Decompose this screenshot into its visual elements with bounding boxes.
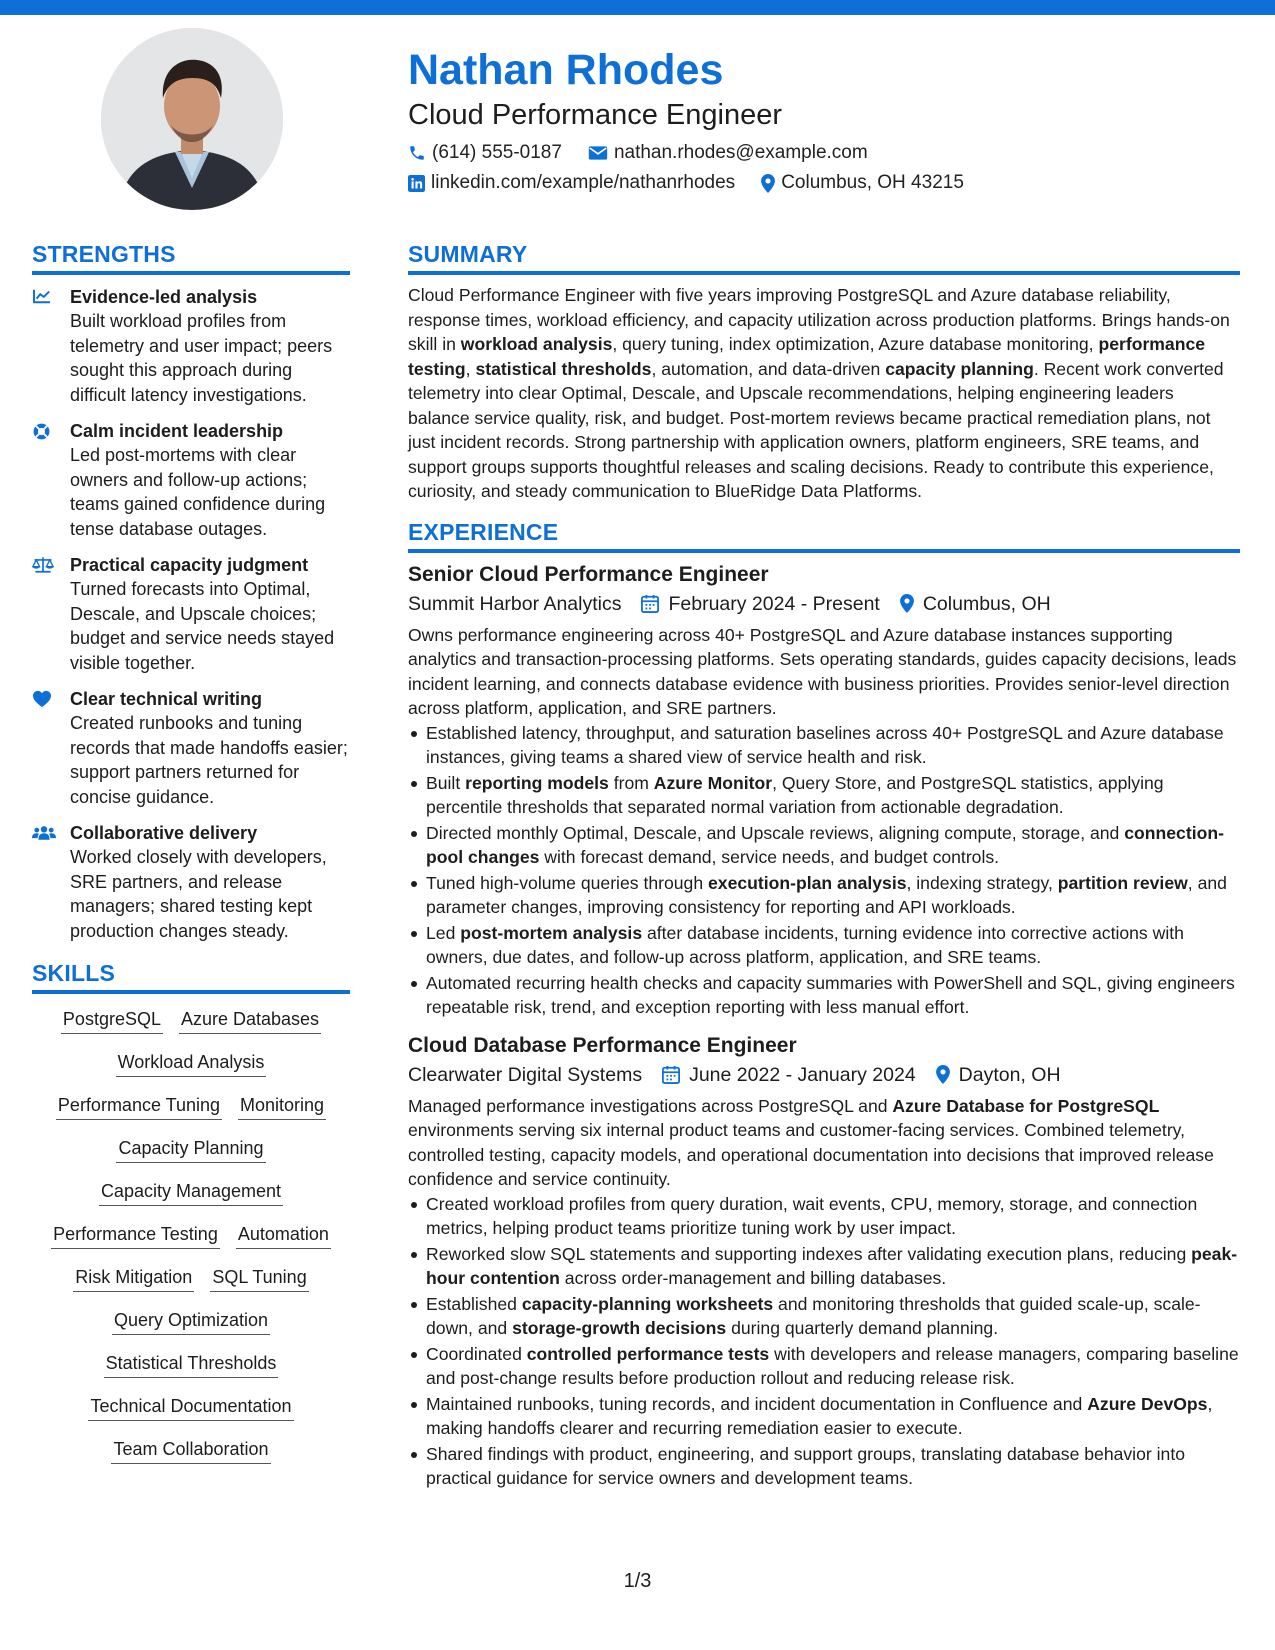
- scale-icon: [32, 556, 54, 574]
- strength-item: [32, 419, 350, 541]
- phone-icon: [408, 144, 426, 162]
- skill-tag: Azure Databases: [179, 1008, 321, 1034]
- text-run: , Query Store, and PostgreSQL statistics, applying percentile thresholds that separated normal variation from actionable degradation.: [426, 772, 1164, 817]
- bullet-item: [408, 921, 1240, 970]
- text-run: . Recent work converted telemetry into clear Optimal, Descale, and Upscale recommendations, helping engineering leaders balance service quality, risk, and budget. Post-mortem reviews became practical remediation plans, not just incident records. Strong partnership with application owners, platform engineers, SRE teams, and support groups supports thoughtful releases and scaling decisions. Ready to contribute this experience, curiosity, and steady communication to BlueRidge Data Platforms.: [408, 358, 1224, 501]
- text-run: , making handoffs clearer and recurring remediation easier to execute.: [426, 1393, 1213, 1438]
- job-description: Owns performance engineering across 40+ PostgreSQL and Azure database instances supporting analytics and transaction-processing platforms. Sets operating standards, guides capacity decisions, leads incident learning, and connects database evidence with business priorities. Provides senior-level direction across platform, application, and SRE partners.: [408, 624, 1237, 718]
- contact-location: [761, 172, 964, 194]
- bold-text: peak-hour contention: [426, 1243, 1238, 1288]
- job-title: Cloud Database Performance Engineer: [408, 1033, 797, 1057]
- text-run: Coordinated: [426, 1343, 527, 1364]
- strength-item: [32, 553, 350, 675]
- text-run: across order-management and billing databases.: [559, 1268, 947, 1288]
- skills-section: [32, 959, 350, 1481]
- bold-text: controlled performance tests: [526, 1343, 770, 1364]
- bold-text: performance testing: [408, 334, 1206, 379]
- bold-text: Azure Monitor: [653, 772, 773, 793]
- right-column: [408, 240, 1240, 1492]
- bold-text: capacity planning: [885, 358, 1034, 379]
- job-description: [408, 1094, 1240, 1192]
- text-run: Automated recurring health checks and capacity summaries with PowerShell and SQL, giving engineers repeatable risk, trend, and exception reporting with less manual effort.: [426, 972, 1235, 1017]
- bullet-item: [408, 721, 1240, 770]
- calendar-icon: [662, 1065, 680, 1084]
- text-run: with forecast demand, service needs, and budget controls.: [539, 847, 1000, 867]
- bold-text: statistical thresholds: [475, 358, 652, 379]
- text-run: Tuned high-volume queries through: [426, 872, 708, 893]
- strength-title: Clear technical writing: [70, 689, 263, 709]
- contact-phone[interactable]: [408, 142, 562, 164]
- job-dates: [662, 1062, 916, 1088]
- contact-row-1: [408, 142, 1228, 164]
- skill-tag: Performance Testing: [51, 1223, 220, 1249]
- bold-text: execution-plan analysis: [708, 872, 907, 893]
- job-dates: [641, 591, 879, 617]
- lifebuoy-icon: [32, 422, 51, 441]
- skill-tag: Capacity Management: [99, 1180, 283, 1206]
- heart-icon: [32, 690, 52, 708]
- strength-item: [32, 285, 350, 407]
- skill-tag: Query Optimization: [112, 1309, 270, 1335]
- map-pin-icon: [936, 1065, 950, 1084]
- candidate-name: Nathan Rhodes: [408, 46, 724, 94]
- job-entry: [408, 561, 1240, 1020]
- bold-text: Azure DevOps: [1087, 1393, 1208, 1414]
- job-meta: [408, 1062, 1240, 1088]
- bold-text: partition review: [1057, 872, 1188, 893]
- job-bullets: [408, 721, 1240, 1020]
- skill-tag: SQL Tuning: [210, 1266, 308, 1292]
- strength-title: Practical capacity judgment: [70, 555, 309, 575]
- location-text: Columbus, OH: [922, 592, 1051, 615]
- contact-email[interactable]: [588, 142, 868, 164]
- top-accent-bar: [0, 0, 1275, 15]
- profile-photo: [101, 28, 283, 210]
- skill-tag: Performance Tuning: [56, 1094, 222, 1120]
- dates-text: June 2022 - January 2024: [689, 1063, 916, 1086]
- skill-tag: Risk Mitigation: [73, 1266, 194, 1292]
- company-text: Summit Harbor Analytics: [408, 592, 622, 615]
- skill-tag: Workload Analysis: [116, 1051, 267, 1077]
- strengths-heading: STRENGTHS: [32, 240, 350, 275]
- text-run: , automation, and data-driven: [651, 358, 886, 379]
- trend-chart-icon: [32, 288, 52, 304]
- strength-description: Led post-mortems with clear owners and follow-up actions; teams gained confidence during tense database outages.: [70, 445, 326, 539]
- bullet-item: [408, 1242, 1240, 1291]
- text-run: Led: [426, 922, 461, 943]
- bold-text: reporting models: [465, 772, 609, 793]
- bold-text: workload analysis: [460, 334, 613, 354]
- email-icon: [588, 145, 608, 161]
- resume-header: [408, 44, 1228, 194]
- text-run: Maintained runbooks, tuning records, and incident documentation in Confluence and: [426, 1393, 1088, 1414]
- text-run: and monitoring thresholds that guided scale-up, scale-down, and: [426, 1293, 1201, 1338]
- text-run: from: [608, 772, 654, 793]
- skill-tag: Team Collaboration: [111, 1438, 270, 1464]
- left-column: [32, 240, 350, 1481]
- linkedin-icon: [408, 175, 425, 192]
- text-run: ,: [465, 358, 476, 379]
- strength-description: Built workload profiles from telemetry and user impact; peers sought this approach during difficult latency investigations.: [70, 311, 333, 405]
- text-run: Directed monthly Optimal, Descale, and Upscale reviews, aligning compute, storage, and: [426, 822, 1125, 843]
- text-run: Reworked slow SQL statements and supporting indexes after validating execution plans, reducing: [426, 1243, 1192, 1264]
- text-run: Managed performance investigations across PostgreSQL and: [408, 1095, 893, 1116]
- bullet-item: [408, 821, 1240, 870]
- text-run: with developers and release managers, comparing baseline and post-change results before production rollout and reducing release risk.: [426, 1343, 1239, 1388]
- profile-portrait-image: [101, 28, 283, 210]
- text-run: environments serving six internal product teams and customer-facing services. Combined telemetry, controlled testing, capacity models, and operational documentation into decisions that improved release confidence and service continuity.: [408, 1120, 1214, 1189]
- bold-text: capacity-planning worksheets: [521, 1293, 774, 1314]
- location-text: Columbus, OH 43215: [781, 172, 964, 193]
- skill-tag: PostgreSQL: [61, 1008, 163, 1034]
- linkedin-text: linkedin.com/example/nathanrhodes: [431, 172, 736, 193]
- phone-text: (614) 555-0187: [432, 142, 562, 163]
- bullet-item: [408, 1392, 1240, 1441]
- summary-heading: SUMMARY: [408, 240, 1240, 275]
- bullet-item: [408, 1342, 1240, 1391]
- strength-item: [32, 821, 350, 943]
- users-icon: [32, 824, 56, 841]
- calendar-icon: [641, 594, 659, 613]
- map-pin-icon: [900, 594, 914, 613]
- map-pin-icon: [761, 174, 775, 193]
- text-run: , and parameter changes, improving consistency for reporting and API workloads.: [426, 872, 1227, 917]
- strength-title: Evidence-led analysis: [70, 287, 258, 307]
- strengths-list: [32, 285, 350, 943]
- text-run: Established latency, throughput, and saturation baselines across 40+ PostgreSQL and Azure database instances, giving teams a shared view of service health and risk.: [426, 722, 1224, 767]
- text-run: , indexing strategy,: [906, 872, 1058, 893]
- bullet-item: [408, 1442, 1240, 1491]
- job-location: [900, 591, 1051, 617]
- job-meta: [408, 591, 1240, 617]
- strength-title: Collaborative delivery: [70, 823, 258, 843]
- bold-text: post-mortem analysis: [460, 922, 643, 943]
- skills-list: [32, 1008, 350, 1481]
- bold-text: storage-growth decisions: [512, 1318, 727, 1338]
- summary-text: [408, 283, 1240, 504]
- bullet-item: [408, 1192, 1240, 1241]
- text-run: Built: [426, 772, 466, 793]
- bullet-item: [408, 1292, 1240, 1341]
- experience-section: [408, 518, 1240, 1491]
- page-number: 1/3: [623, 1570, 652, 1592]
- text-run: Established: [426, 1293, 522, 1314]
- bullet-item: [408, 971, 1240, 1020]
- skill-tag: Capacity Planning: [116, 1137, 265, 1163]
- text-run: , query tuning, index optimization, Azure database monitoring,: [612, 334, 1099, 354]
- job-title: Senior Cloud Performance Engineer: [408, 562, 769, 586]
- experience-heading: EXPERIENCE: [408, 518, 1240, 553]
- job-bullets: [408, 1192, 1240, 1491]
- email-text: nathan.rhodes@example.com: [613, 142, 868, 163]
- contact-linkedin[interactable]: [408, 172, 735, 194]
- job-entry: [408, 1032, 1240, 1491]
- dates-text: February 2024 - Present: [668, 592, 880, 615]
- job-company: [408, 1062, 642, 1088]
- skills-heading: SKILLS: [32, 959, 350, 994]
- strength-title: Calm incident leadership: [70, 421, 284, 441]
- job-location: [936, 1062, 1061, 1088]
- skill-tag: Technical Documentation: [88, 1395, 293, 1421]
- contact-row-2: [408, 172, 1228, 194]
- job-company: [408, 591, 621, 617]
- bold-text: connection-pool changes: [426, 822, 1224, 867]
- skill-tag: Automation: [236, 1223, 331, 1249]
- text-run: Created workload profiles from query duration, wait events, CPU, memory, storage, and connection metrics, helping product teams prioritize tuning work by user impact.: [426, 1193, 1198, 1238]
- strength-description: Worked closely with developers, SRE partners, and release managers; shared testing kept production changes steady.: [70, 847, 327, 941]
- text-run: during quarterly demand planning.: [726, 1318, 999, 1338]
- candidate-title: Cloud Performance Engineer: [408, 99, 782, 131]
- bold-text: Azure Database for PostgreSQL: [892, 1095, 1160, 1116]
- company-text: Clearwater Digital Systems: [408, 1063, 643, 1086]
- location-text: Dayton, OH: [958, 1063, 1061, 1086]
- strength-description: Turned forecasts into Optimal, Descale, and Upscale choices; budget and service needs stayed visible together.: [70, 579, 335, 673]
- text-run: Shared findings with product, engineering, and support groups, translating database behavior into practical guidance for service owners and development teams.: [426, 1443, 1185, 1488]
- skill-tag: Monitoring: [238, 1094, 326, 1120]
- strength-description: Created runbooks and tuning records that made handoffs easier; support partners returned for concise guidance.: [70, 713, 348, 807]
- skill-tag: Statistical Thresholds: [104, 1352, 279, 1378]
- text-run: Cloud Performance Engineer with five years improving PostgreSQL and Azure database reliability, response times, workload efficiency, and capacity utilization across production platforms. Brings hands-on skill in: [408, 285, 1230, 354]
- bullet-item: [408, 871, 1240, 920]
- strength-item: [32, 687, 350, 809]
- text-run: after database incidents, turning evidence into corrective actions with owners, due dates, and follow-up across platform, application, and SRE teams.: [426, 922, 1184, 967]
- bullet-item: [408, 771, 1240, 820]
